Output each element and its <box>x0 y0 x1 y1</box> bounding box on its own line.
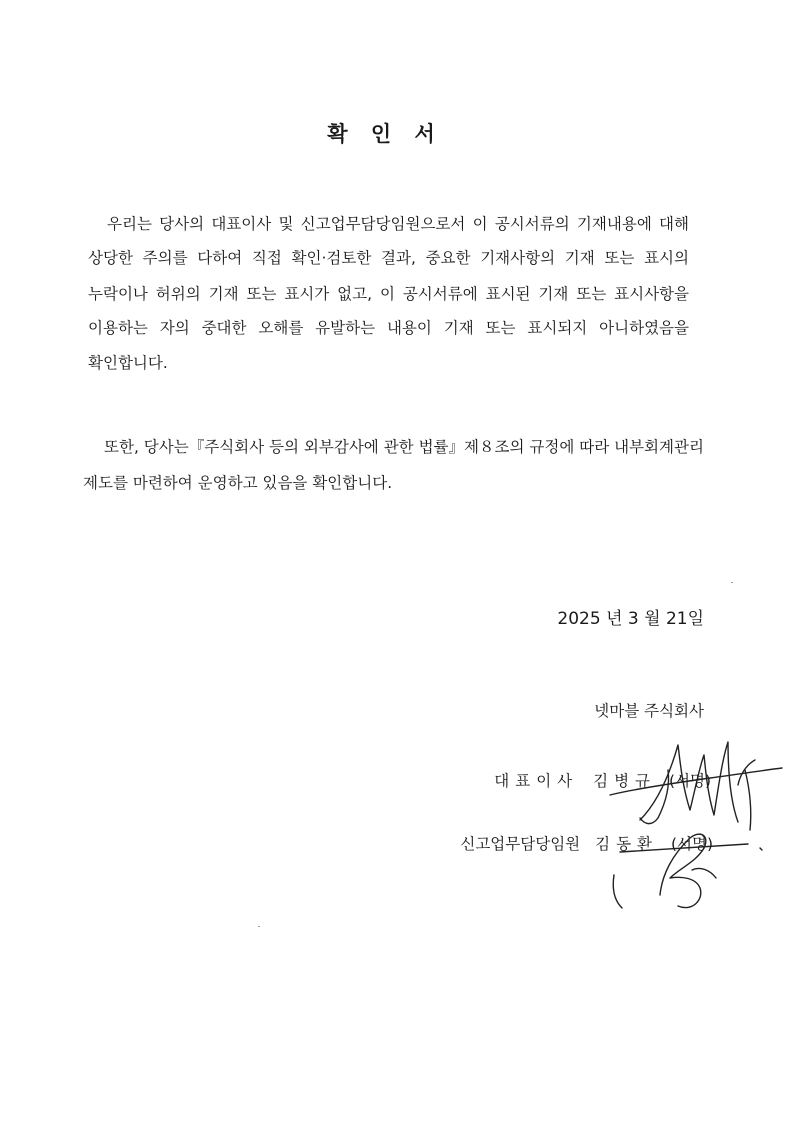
document-title: 확 인 서 <box>327 122 443 146</box>
scan-speck <box>258 926 260 927</box>
paragraph-1-line-5: 확인합니다. <box>88 354 168 372</box>
signature-mark: (서명) <box>670 835 713 853</box>
signer-name: 김동환 <box>595 835 659 853</box>
paragraph-2-line-2: 제도를 마련하여 운영하고 있음을 확인합니다. <box>83 474 393 492</box>
signer-row-ceo <box>494 769 711 791</box>
paragraph-1-line-2: 상당한 주의를 다하여 직접 확인·검토한 결과, 중요한 기재사항의 기재 또는 표시의 <box>88 249 689 267</box>
paragraph-1-line-3: 누락이나 허위의 기재 또는 표시가 없고, 이 공시서류에 표시된 기재 또는 표시사항을 <box>88 285 689 303</box>
paragraph-2-line-1: 또한, 당사는『주식회사 등의 외부감사에 관한 법률』제８조의 규정에 따라 내부회계관리 <box>104 438 704 456</box>
handwritten-signature-disclosure-officer <box>600 800 780 920</box>
scan-speck <box>731 582 733 583</box>
signer-role: 대표이사 <box>494 772 579 790</box>
company-name: 넷마블 주식회사 <box>594 702 704 720</box>
paragraph-1-line-4: 이용하는 자의 중대한 오해를 유발하는 내용이 기재 또는 표시되지 아니하였음을 <box>88 319 689 337</box>
signer-role: 신고업무담당임원 <box>460 835 581 853</box>
paragraph-1-line-1: 우리는 당사의 대표이사 및 신고업무담당임원으로서 이 공시서류의 기재내용에 대해 <box>107 215 689 233</box>
document-date: 2025 년 3 월 21일 <box>557 609 704 629</box>
signature-mark: (서명) <box>668 772 711 790</box>
signer-row-disclosure-officer <box>460 832 713 854</box>
signer-name: 김병규 <box>593 772 657 790</box>
